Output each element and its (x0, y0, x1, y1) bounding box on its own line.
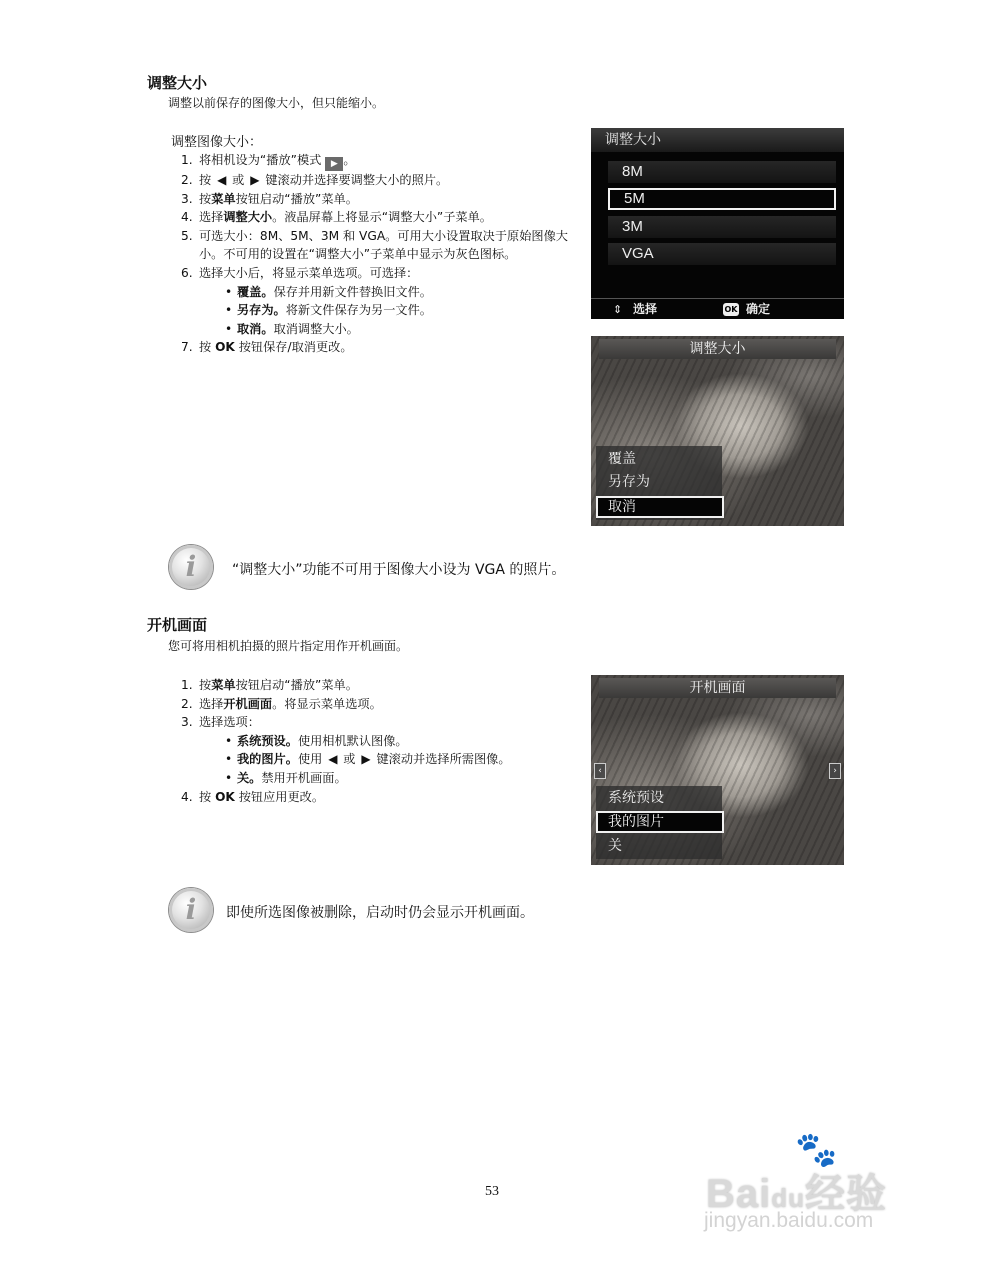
lcd-title: 调整大小 (591, 128, 844, 152)
lcd-resize-save-menu (591, 336, 844, 526)
menu-item-my-picture[interactable]: 我的图片 (596, 811, 724, 833)
resize-step-7: 7. 按 OK 按钮保存/取消更改。 (181, 340, 353, 355)
section-title-resize: 调整大小 (147, 74, 208, 92)
page-number: 53 (485, 1184, 499, 1199)
ok-button-icon: OK (724, 305, 738, 314)
note-info-icon: i (169, 545, 213, 589)
note-info-icon: i (169, 888, 213, 932)
resize-step-4: 4. 选择调整大小。液晶屏幕上将显示“调整大小”子菜单。 (181, 210, 492, 225)
menu-item-cancel[interactable]: 取消 (596, 496, 724, 518)
startup-options-list (199, 732, 581, 788)
resize-options-list (199, 283, 581, 339)
option-save-as: • 另存为。将新文件保存为另一文件。 (225, 301, 581, 320)
menu-item-system-default[interactable]: 系统预设 (608, 790, 664, 806)
menu-item-save-as[interactable]: 另存为 (608, 474, 650, 490)
footer-select-label: 选择 (633, 302, 658, 316)
section-intro-resize: 调整以前保存的图像大小，但只能缩小。 (168, 96, 385, 110)
resize-step-5: 5. 可选大小：8M、5M、3M 和 VGA。可用大小设置取决于原始图像大小。不可用的设置在“调整大小”子菜单中显示为灰色图标。 (181, 228, 568, 262)
section-intro-startup: 您可将用相机拍摄的照片指定用作开机画面。 (168, 639, 409, 653)
right-arrow-icon: ▶ (361, 752, 371, 767)
save-options-menu (596, 446, 722, 520)
size-option-vga[interactable]: VGA (608, 243, 836, 265)
left-arrow-icon: ◀ (328, 752, 338, 767)
startup-step-2: 2. 选择开机画面。将显示菜单选项。 (181, 696, 382, 711)
startup-steps-list (181, 676, 581, 806)
footer-confirm-label: 确定 (746, 302, 771, 316)
size-option-5m[interactable]: 5M (608, 188, 836, 210)
resize-step-2: 2. 按 ◀ 或 ▶ 键滚动并选择要调整大小的照片。 (181, 171, 581, 190)
option-off: • 关。禁用开机画面。 (225, 769, 581, 788)
menu-item-off[interactable]: 关 (608, 838, 622, 854)
lcd-resize-size-menu (591, 128, 844, 319)
left-arrow-icon: ◀ (217, 173, 227, 187)
option-overwrite: • 覆盖。保存并用新文件替换旧文件。 (225, 283, 581, 302)
right-arrow-icon: ▶ (250, 173, 260, 187)
subheading-resize: 调整图像大小： (171, 135, 263, 150)
size-option-8m[interactable]: 8M (608, 161, 836, 183)
section-title-startup: 开机画面 (147, 616, 208, 634)
play-mode-icon: ▶ (325, 157, 343, 171)
lcd-title: 调整大小 (599, 339, 836, 359)
option-cancel: • 取消。取消调整大小。 (225, 320, 581, 339)
baidu-jingyan-watermark: 🐾 Baidu经验 jingyan.baidu.com (704, 1130, 888, 1232)
lcd-prev-icon[interactable]: ‹ (594, 763, 606, 779)
startup-options-menu (596, 786, 722, 859)
resize-step-3: 3. 按菜单按钮启动“播放”菜单。 (181, 191, 358, 206)
updown-icon: ⇕ (613, 303, 623, 316)
lcd-title: 开机画面 (599, 678, 836, 698)
startup-step-4: 4. 按 OK 按钮应用更改。 (181, 789, 325, 804)
lcd-next-icon[interactable]: › (829, 763, 841, 779)
resize-steps-list (181, 151, 581, 357)
resize-step-1: 1. 将相机设为“播放”模式 ▶ 。 (181, 153, 356, 169)
startup-step-1: 1. 按菜单按钮启动“播放”菜单。 (181, 678, 358, 692)
lcd-startup-menu (591, 675, 844, 865)
size-option-3m[interactable]: 3M (608, 216, 836, 238)
paw-logo-icon: 🐾 (795, 1130, 838, 1170)
startup-step-3: 3. 选择选项： • 系统预设。使用相机默认图像。 • 我的图片。使用 ◀ 或 ▶ 键滚动并选择所需图像。 • 关。禁用开机画面。 (181, 713, 581, 787)
note-text-startup: 即使所选图像被删除，启动时仍会显示开机画面。 (226, 905, 534, 921)
lcd-footer (591, 298, 844, 319)
resize-step-6: 6. 选择大小后，将显示菜单选项。可选择： • 覆盖。保存并用新文件替换旧文件。 • 另存为。将新文件保存为另一文件。 • 取消。取消调整大小。 (181, 264, 581, 338)
note-text-resize: “调整大小”功能不可用于图像大小设为 VGA 的照片。 (232, 562, 566, 578)
option-my-picture: • 我的图片。使用 ◀ 或 ▶ 键滚动并选择所需图像。 (225, 750, 581, 769)
watermark-url: jingyan.baidu.com (704, 1209, 874, 1232)
menu-item-overwrite[interactable]: 覆盖 (608, 451, 636, 467)
option-system-default: • 系统预设。使用相机默认图像。 (225, 732, 581, 751)
